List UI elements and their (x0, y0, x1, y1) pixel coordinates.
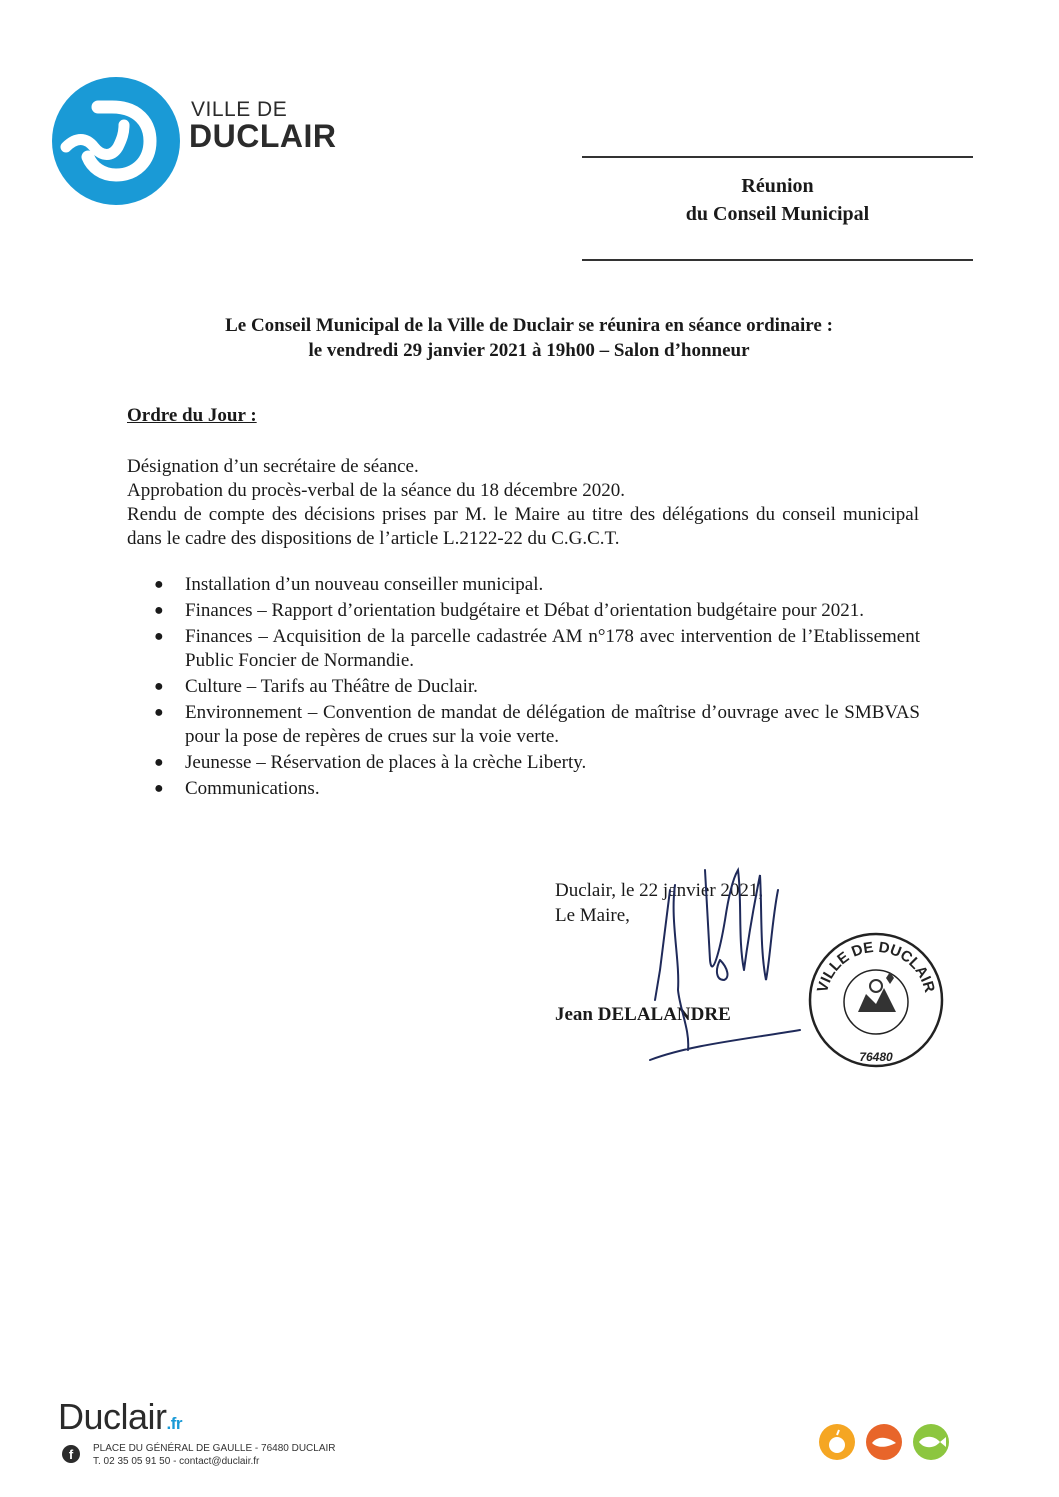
document-title-line2: du Conseil Municipal (685, 203, 870, 225)
agenda-item-text: Communications. (185, 778, 320, 799)
logo-name-text: DUCLAIR (189, 118, 337, 154)
agenda-item (150, 777, 920, 801)
agenda-item (150, 751, 920, 775)
agenda-item-text: Finances – Rapport d’orientation budgétaire et Débat d’orientation budgétaire pour 2021. (185, 600, 865, 621)
document-title-line1: Réunion (741, 175, 814, 197)
seal-bottom-text: 76480 (859, 1050, 893, 1064)
agenda-item-text: Culture – Tarifs au Théâtre de Duclair. (185, 676, 478, 697)
bird-icon (866, 1424, 902, 1460)
agenda-item (150, 701, 920, 749)
handwritten-signature-icon (620, 860, 810, 1080)
signature-place-date: Duclair, le 22 janvier 2021, (555, 880, 764, 901)
agenda-item-text: Finances – Acquisition de la parcelle cadastrée AM n°178 avec intervention de l’Etablissement Public Foncier de Normandie. (185, 626, 920, 671)
bullet-icon: ● (154, 628, 164, 645)
agenda-item-text: Jeunesse – Réservation de places à la crèche Liberty. (185, 752, 587, 773)
seal-top-text: VILLE DE DUCLAIR (814, 938, 939, 995)
footer-brand-name: Duclair (58, 1396, 167, 1437)
bullet-icon: ● (154, 576, 164, 593)
title-rule-top (582, 156, 973, 158)
official-seal-icon (806, 930, 946, 1070)
svg-text:VILLE DE DUCLAIR (814, 939, 938, 995)
agenda-item (150, 625, 920, 673)
agenda-heading: Ordre du Jour : (127, 405, 257, 426)
paragraph-approval: Approbation du procès-verbal de la séance du 18 décembre 2020. (127, 480, 626, 501)
footer-brand-ext: .fr (166, 1414, 183, 1433)
paragraph-report: Rendu de compte des décisions prises par M. le Maire au titre des délégations du conseil municipal dans le cadre des dispositions de l’article L.2122-22 du C.G.C.T. (127, 504, 919, 549)
agenda-item (150, 573, 920, 597)
bullet-icon: ● (154, 678, 164, 695)
fish-icon (913, 1424, 949, 1460)
signature-role: Le Maire, (555, 905, 630, 926)
intro-line2: le vendredi 29 janvier 2021 à 19h00 – Salon d’honneur (308, 340, 750, 361)
facebook-icon[interactable]: f (62, 1445, 80, 1463)
agenda-item-text: Installation d’un nouveau conseiller municipal. (185, 574, 544, 595)
footer-address: PLACE DU GÉNÉRAL DE GAULLE - 76480 DUCLAIR (93, 1443, 336, 1454)
title-rule-bottom (582, 259, 973, 261)
bullet-icon: ● (154, 754, 164, 771)
footer-contact: T. 02 35 05 91 50 - contact@duclair.fr (93, 1456, 260, 1467)
bullet-icon: ● (154, 780, 164, 797)
intro-line1: Le Conseil Municipal de la Ville de Duclair se réunira en séance ordinaire : (225, 315, 833, 336)
fruit-icon (819, 1424, 855, 1460)
bullet-icon: ● (154, 704, 164, 721)
agenda-item (150, 599, 920, 623)
agenda-item-text: Environnement – Convention de mandat de délégation de maîtrise d’ouvrage avec le SMBVAS pour la pose de repères de crues sur la voie verte. (185, 702, 920, 747)
agenda-item (150, 675, 920, 699)
bullet-icon: ● (154, 602, 164, 619)
duclair-logo-icon (52, 77, 180, 205)
footer-brand (58, 1396, 182, 1438)
footer-theme-icons (816, 1421, 956, 1463)
agenda-list (150, 573, 920, 803)
paragraph-secretary: Désignation d’un secrétaire de séance. (127, 456, 419, 477)
logo-ville-text: VILLE DE (191, 98, 288, 121)
signatory-name: Jean DELALANDRE (555, 1004, 731, 1025)
